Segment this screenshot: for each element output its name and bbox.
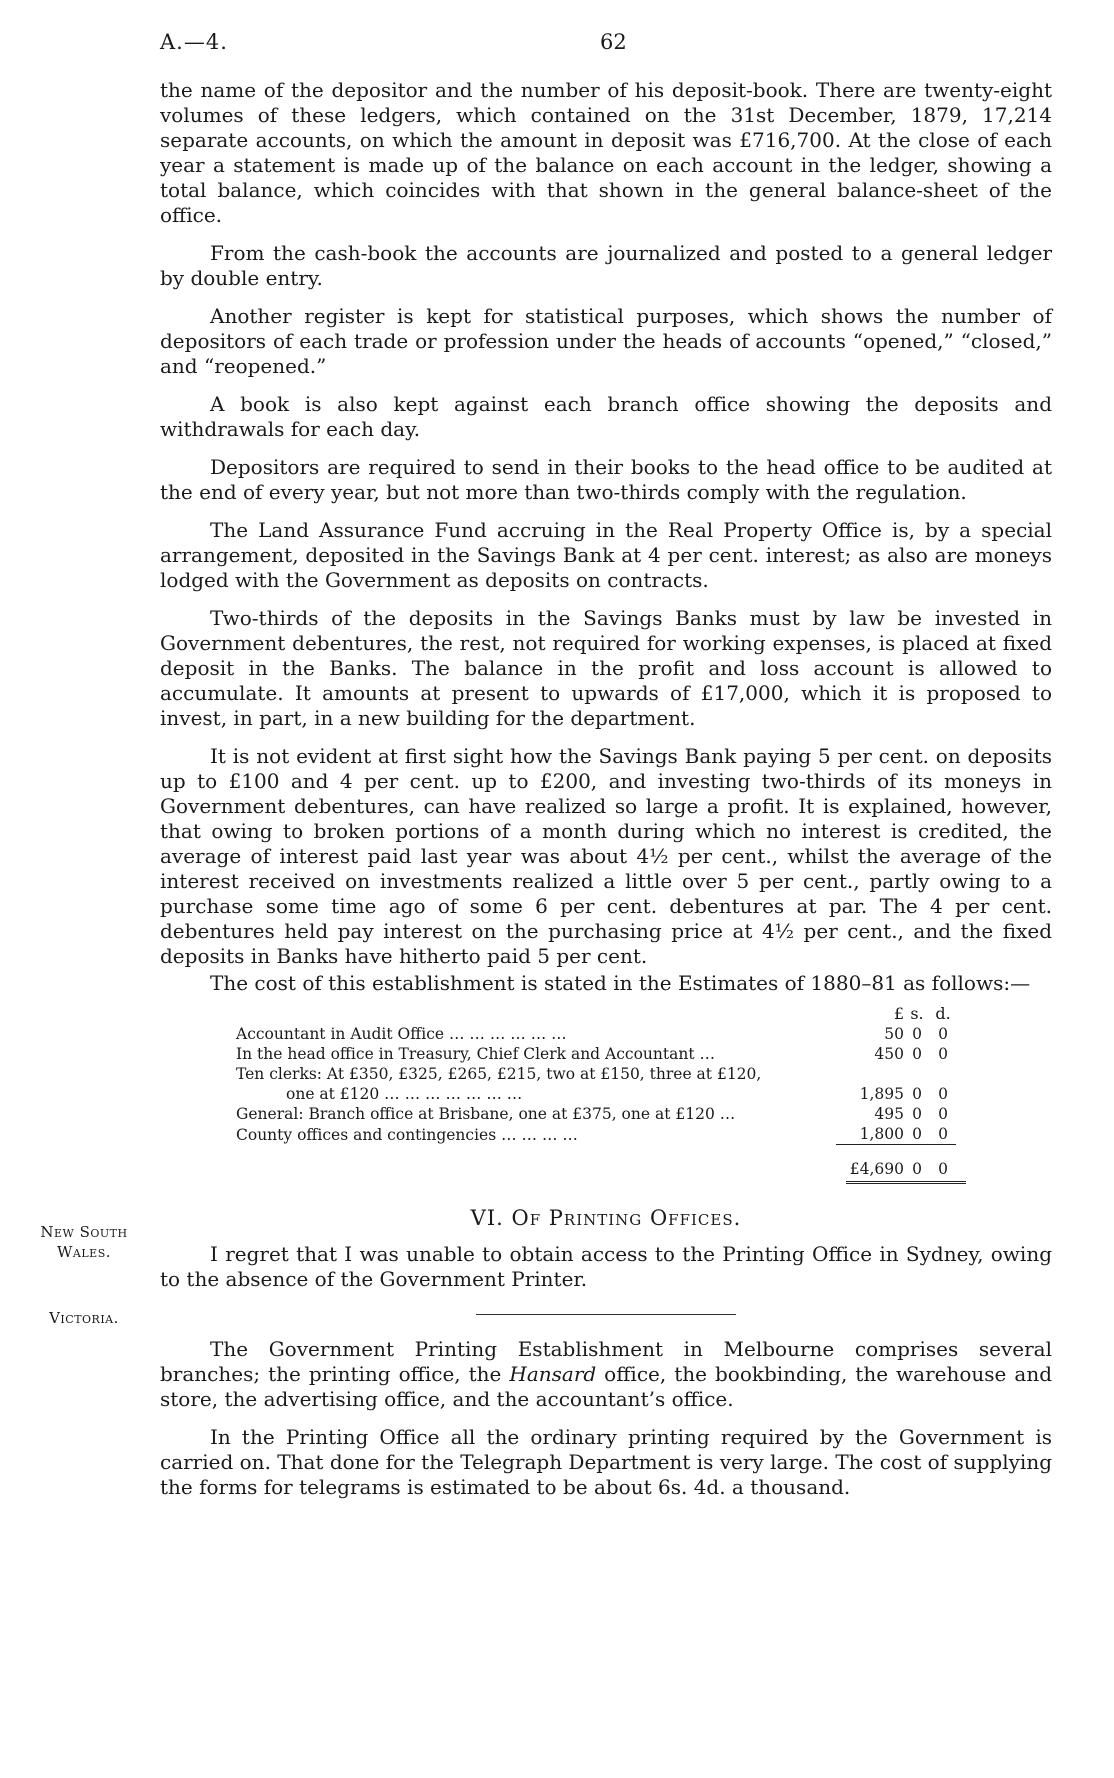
estimates-item-line: Ten clerks: At £350, £325, £265, £215, two at £150, three at £120, [236, 1065, 762, 1083]
estimates-shillings: 0 [912, 1105, 922, 1123]
victoria-text-part: The Government Printing Establishment in Melbourne comprises several branches; the printing office, the [160, 1337, 1052, 1386]
paragraph: From the cash-book the accounts are journalized and posted to a general ledger by double entry. [160, 241, 1052, 290]
estimates-item: Accountant in Audit Office … … … … … … [236, 1025, 567, 1043]
paragraph: It is not evident at first sight how the Savings Bank paying 5 per cent. on deposits up to £100 and 4 per cent. up to £200, and investing two-thirds of its moneys in Government debentures, can have realized so large a profit. It is explained, however, that owing to broken portions of a month during which no interest is credited, the average of interest paid last year was about 4½ per cent., whilst the average of the interest received on investments realized a little over 5 per cent., partly owing to a purchase some time ago of some 6 per cent. debentures at par. The 4 per cent. debentures held pay interest on the purchasing price at 4½ per cent., and the fixed deposits in Banks have hitherto paid 5 per cent. [160, 744, 1052, 968]
estimates-total-shillings: 0 [904, 1145, 930, 1180]
estimates-shillings: 0 [912, 1025, 922, 1043]
sidenote-victoria: Victoria. [49, 1309, 119, 1327]
estimates-pence: 0 [938, 1085, 948, 1103]
hansard-italic: Hansard [509, 1362, 597, 1386]
victoria-paragraph: In the Printing Office all the ordinary printing required by the Government is carried on. That done for the Telegraph Department is very large. The cost of supplying the forms for telegrams is estimated to be about 6s. 4d. a thousand. [160, 1425, 1052, 1499]
estimates-header-row [236, 1004, 956, 1024]
section-divider [476, 1314, 736, 1315]
page-number: 62 [600, 30, 627, 54]
estimates-pence: 0 [938, 1045, 948, 1063]
page-body [160, 78, 1052, 1513]
estimates-shillings: 0 [912, 1085, 922, 1103]
victoria-paragraph [160, 1337, 1052, 1412]
section-heading: VI. Of Printing Offices. [470, 1206, 742, 1230]
pence-column-header: d. [935, 1004, 951, 1023]
estimates-shillings: 0 [912, 1125, 922, 1143]
paragraph: the name of the depositor and the number of his deposit-book. There are twenty-eight volumes of these ledgers, which contained on the 31st December, 1879, 17,214 separate accounts, on which the amount in deposit was £716,700. At the close of each year a statement is made up of the balance on each account in the ledger, showing a total balance, which coincides with that shown in the general balance-sheet of the office. [160, 78, 1052, 227]
estimates-shillings: 0 [912, 1045, 922, 1063]
victoria-text-part: office, the bookbinding, the warehouse and store, the advertising office, and the accountant’s office. [160, 1362, 1052, 1411]
estimates-pence: 0 [938, 1025, 948, 1043]
estimates-item: General: Branch office at Brisbane, one at £375, one at £120 … [236, 1105, 736, 1123]
document-reference: A.—4. [160, 30, 228, 54]
estimates-pence: 0 [938, 1105, 948, 1123]
paragraph: Depositors are required to send in their books to the head office to be audited at the end of every year, but not more than two-thirds comply with the regulation. [160, 455, 1052, 504]
paragraph: The Land Assurance Fund accruing in the Real Property Office is, by a special arrangement, deposited in the Savings Bank at 4 per cent. interest; as also are moneys lodged with the Government as deposits on contracts. [160, 518, 1052, 592]
sidenote-new-south-wales [20, 1222, 148, 1262]
estimates-item: In the head office in Treasury, Chief Clerk and Accountant … [236, 1045, 715, 1063]
estimates-pounds: 1,800 [859, 1125, 904, 1143]
paragraph: Two-thirds of the deposits in the Savings Banks must by law be invested in Government debentures, the rest, not required for working expenses, is placed at fixed deposit in the Banks. The balance in the profit and loss account is allowed to accumulate. It amounts at present to upwards of £17,000, which it is proposed to invest, in part, in a new building for the department. [160, 606, 1052, 730]
estimates-total-pounds: £4,690 [836, 1145, 904, 1180]
estimates-row [236, 1044, 956, 1064]
estimates-pounds: 50 [884, 1025, 904, 1043]
estimates-pounds: 1,895 [859, 1085, 904, 1103]
estimates-pounds: 450 [874, 1045, 904, 1063]
shillings-column-header: s. [910, 1004, 924, 1023]
sidenote-line: Wales. [57, 1243, 111, 1261]
paragraph: Another register is kept for statistical purposes, which shows the number of depositors of each trade or profession under the heads of accounts “opened,” “closed,” and “reopened.” [160, 304, 1052, 378]
estimates-table [236, 1004, 956, 1179]
pounds-column-header: £ [893, 1004, 904, 1023]
page-header [160, 30, 1060, 60]
estimates-pounds: 495 [874, 1105, 904, 1123]
estimates-row [236, 1064, 956, 1104]
estimates-item-continuation: one at £120 … … … … … … … [286, 1085, 523, 1103]
paragraph: The cost of this establishment is stated in the Estimates of 1880–81 as follows:— [210, 971, 1031, 995]
paragraph: A book is also kept against each branch office showing the deposits and withdrawals for each day. [160, 392, 1052, 441]
estimates-pence: 0 [938, 1125, 948, 1143]
estimates-total-pence: 0 [930, 1145, 956, 1180]
estimates-row [236, 1104, 956, 1124]
sidenote-line: New South [40, 1223, 128, 1241]
estimates-row [236, 1124, 956, 1145]
estimates-row [236, 1024, 956, 1044]
total-double-rule [846, 1179, 966, 1184]
nsw-paragraph: I regret that I was unable to obtain access to the Printing Office in Sydney, owing to the absence of the Government Printer. [160, 1242, 1052, 1291]
estimates-total-row [236, 1145, 956, 1180]
estimates-item [236, 1064, 836, 1104]
estimates-item: County offices and contingencies … … … … [236, 1125, 578, 1144]
